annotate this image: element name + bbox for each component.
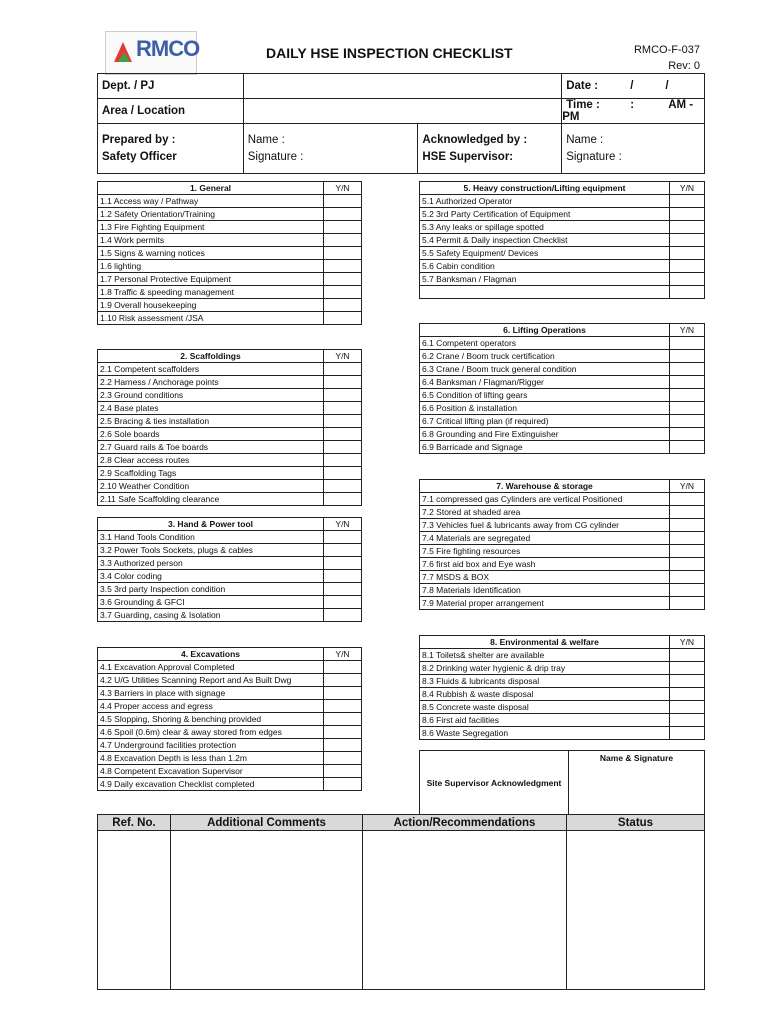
checklist-item [420,286,670,299]
checklist-row [98,428,362,441]
preparer-name-signature[interactable] [243,124,418,174]
checklist-row [420,584,705,597]
yn-header: Y/N [670,324,705,337]
yn-field[interactable] [324,570,362,583]
yn-field[interactable] [324,700,362,713]
checklist-row [420,247,705,260]
section-title: 6. Lifting Operations [420,324,670,337]
checklist-item: 6.8 Grounding and Fire Extinguisher [420,428,670,441]
checklist-section-7 [419,479,705,610]
checklist-item: 4.5 Slopping, Shoring & benching provided [98,713,324,726]
checklist-row [98,195,362,208]
company-logo [105,31,200,75]
checklist-row [420,221,705,234]
comments-table [97,814,705,990]
yn-field[interactable] [670,389,705,402]
yn-field[interactable] [670,363,705,376]
checklist-row [420,493,705,506]
area-label: Area / Location [98,99,244,124]
checklist-item: 3.1 Hand Tools Condition [98,531,324,544]
status-field[interactable] [567,831,705,990]
yn-field[interactable] [670,649,705,662]
col-status: Status [567,815,705,831]
checklist-row [98,363,362,376]
checklist-row [98,286,362,299]
yn-field[interactable] [324,609,362,622]
section-title: 5. Heavy construction/Lifting equipment [420,182,670,195]
checklist-row [420,260,705,273]
checklist-item: 2.4 Base plates [98,402,324,415]
checklist-item: 1.3 Fire Fighting Equipment [98,221,324,234]
signature-label: Signature : [247,150,304,163]
yn-field[interactable] [670,519,705,532]
checklist-row [420,597,705,610]
yn-field[interactable] [670,402,705,415]
yn-field[interactable] [324,583,362,596]
yn-field[interactable] [324,480,362,493]
date-label: Date : [566,80,599,92]
yn-field[interactable] [324,739,362,752]
checklist-row [420,662,705,675]
checklist-item: 5.3 Any leaks or spillage spotted [420,221,670,234]
yn-field[interactable] [324,765,362,778]
checklist-item: 8.4 Rubbish & waste disposal [420,688,670,701]
yn-field[interactable] [670,286,705,299]
checklist-row [420,389,705,402]
yn-field[interactable] [670,662,705,675]
checklist-row [420,234,705,247]
checklist-row [420,208,705,221]
yn-field[interactable] [324,428,362,441]
yn-field[interactable] [670,350,705,363]
comments-field[interactable] [171,831,363,990]
yn-field[interactable] [670,247,705,260]
yn-field[interactable] [670,675,705,688]
checklist-row [98,687,362,700]
yn-field[interactable] [324,208,362,221]
checklist-row [420,675,705,688]
yn-field[interactable] [670,701,705,714]
checklist-item: 4.7 Underground facilities protection [98,739,324,752]
yn-field[interactable] [324,713,362,726]
checklist-row [98,726,362,739]
checklist-row [98,752,362,765]
yn-field[interactable] [324,531,362,544]
site-supervisor-acknowledgment [419,750,705,815]
checklist-row [98,493,362,506]
checklist-row [98,674,362,687]
header-info-table [97,73,705,174]
col-additional-comments: Additional Comments [171,815,363,831]
checklist-item: 7.8 Materials Identification [420,584,670,597]
page-title: DAILY HSE INSPECTION CHECKLIST [266,45,513,61]
checklist-item: 6.4 Banksman / Flagman/Rigger [420,376,670,389]
checklist-row [420,701,705,714]
site-supervisor-signature-field[interactable]: Name & Signature [569,751,705,815]
checklist-item: 6.9 Barricade and Signage [420,441,670,454]
yn-field[interactable] [324,661,362,674]
yn-field[interactable] [324,454,362,467]
checklist-row [98,480,362,493]
checklist-section-6 [419,323,705,454]
yn-field[interactable] [670,714,705,727]
dept-field[interactable] [243,74,561,99]
checklist-row [98,312,362,325]
acknowledger-name-signature[interactable] [562,124,705,174]
checklist-row [420,519,705,532]
checklist-row [420,727,705,740]
yn-field[interactable] [670,688,705,701]
name-label: Name : [566,133,604,146]
yn-field[interactable] [670,428,705,441]
yn-field[interactable] [670,208,705,221]
yn-field[interactable] [324,286,362,299]
yn-field[interactable] [324,260,362,273]
checklist-item: 4.9 Daily excavation Checklist completed [98,778,324,791]
signature-label: Signature : [566,150,622,163]
checklist-item: 2.6 Sole boards [98,428,324,441]
checklist-row [420,571,705,584]
yn-field[interactable] [324,687,362,700]
checklist-item: 2.5 Bracing & ties installation [98,415,324,428]
checklist-section-2 [97,349,362,506]
yn-field[interactable] [324,415,362,428]
checklist-item: 8.5 Concrete waste disposal [420,701,670,714]
checklist-row [98,713,362,726]
yn-field[interactable] [324,195,362,208]
checklist-row [98,402,362,415]
checklist-row [98,739,362,752]
checklist-item: 1.7 Personal Protective Equipment [98,273,324,286]
checklist-item: 1.6 lighting [98,260,324,273]
yn-field[interactable] [324,778,362,791]
checklist-item: 6.3 Crane / Boom truck general condition [420,363,670,376]
checklist-item: 3.6 Grounding & GFCI [98,596,324,609]
checklist-row [420,376,705,389]
yn-field[interactable] [670,545,705,558]
date-field[interactable] [562,74,705,99]
checklist-section-3 [97,517,362,622]
checklist-row [420,649,705,662]
checklist-item: 8.2 Drinking water hygienic & drip tray [420,662,670,675]
checklist-section-4 [97,647,362,791]
section-title: 7. Warehouse & storage [420,480,670,493]
checklist-row [420,558,705,571]
yn-field[interactable] [670,234,705,247]
checklist-item: 4.1 Excavation Approval Completed [98,661,324,674]
checklist-item: 1.8 Traffic & speeding management [98,286,324,299]
yn-header: Y/N [670,480,705,493]
yn-field[interactable] [324,467,362,480]
yn-field[interactable] [670,532,705,545]
checklist-item: 4.8 Excavation Depth is less than 1.2m [98,752,324,765]
yn-header: Y/N [324,518,362,531]
checklist-item: 2.11 Safe Scaffolding clearance [98,493,324,506]
checklist-row [98,700,362,713]
checklist-row [98,273,362,286]
prepared-by-cell [98,124,244,174]
checklist-row [98,544,362,557]
checklist-row [420,545,705,558]
yn-field[interactable] [324,221,362,234]
yn-field[interactable] [324,544,362,557]
yn-field[interactable] [670,337,705,350]
yn-field[interactable] [670,376,705,389]
checklist-item: 5.2 3rd Party Certification of Equipment [420,208,670,221]
checklist-item: 3.5 3rd party Inspection condition [98,583,324,596]
checklist-section-8 [419,635,705,740]
yn-field[interactable] [670,221,705,234]
checklist-row [420,286,705,299]
checklist-row [98,454,362,467]
yn-field[interactable] [324,376,362,389]
checklist-item: 7.4 Materials are segregated [420,532,670,545]
action-field[interactable] [363,831,567,990]
site-supervisor-label: Site Supervisor Acknowledgment [420,751,569,815]
checklist-item: 7.6 first aid box and Eye wash [420,558,670,571]
col-ref-no: Ref. No. [98,815,171,831]
checklist-item: 6.1 Competent operators [420,337,670,350]
checklist-row [98,583,362,596]
yn-field[interactable] [324,441,362,454]
yn-header: Y/N [670,182,705,195]
checklist-item: 2.2 Harness / Anchorage points [98,376,324,389]
yn-header: Y/N [324,648,362,661]
yn-field[interactable] [670,441,705,454]
checklist-item: 2.3 Ground conditions [98,389,324,402]
checklist-item: 2.10 Weather Condition [98,480,324,493]
checklist-row [98,234,362,247]
checklist-row [98,557,362,570]
section-title: 2. Scaffoldings [98,350,324,363]
checklist-row [420,441,705,454]
prepared-by-label: Prepared by : [102,133,176,146]
yn-field[interactable] [324,674,362,687]
checklist-item: 5.4 Permit & Daily inspection Checklist [420,234,670,247]
section-title: 1. General [98,182,324,195]
dept-label: Dept. / PJ [98,74,244,99]
checklist-item: 8.6 Waste Segregation [420,727,670,740]
checklist-row [420,532,705,545]
checklist-item: 1.9 Overall housekeeping [98,299,324,312]
checklist-row [98,467,362,480]
checklist-row [98,570,362,583]
checklist-item: 2.7 Guard rails & Toe boards [98,441,324,454]
checklist-row [420,415,705,428]
ampm: AM - PM [562,99,694,123]
checklist-item: 7.5 Fire fighting resources [420,545,670,558]
logo-text: RMCO [136,36,200,61]
yn-field[interactable] [670,597,705,610]
checklist-item: 1.2 Safety Orientation/Training [98,208,324,221]
yn-field[interactable] [324,312,362,325]
checklist-row [98,389,362,402]
checklist-item: 3.4 Color coding [98,570,324,583]
yn-field[interactable] [324,299,362,312]
checklist-row [98,376,362,389]
section-title: 4. Excavations [98,648,324,661]
checklist-row [420,714,705,727]
yn-field[interactable] [324,596,362,609]
checklist-row [420,506,705,519]
checklist-item: 8.3 Fluids & lubricants disposal [420,675,670,688]
yn-field[interactable] [670,195,705,208]
time-colon: : [630,99,635,111]
yn-field[interactable] [324,493,362,506]
checklist-row [420,402,705,415]
yn-header: Y/N [324,182,362,195]
checklist-item: 8.6 First aid facilities [420,714,670,727]
checklist-item: 5.1 Authorized Operator [420,195,670,208]
logo-triangle-icon [118,52,130,62]
name-label: Name : [247,133,285,146]
yn-field[interactable] [324,752,362,765]
checklist-row [420,337,705,350]
checklist-item: 2.1 Competent scaffolders [98,363,324,376]
ref-no-field[interactable] [98,831,171,990]
checklist-item: 1.10 Risk assessment /JSA [98,312,324,325]
checklist-row [98,221,362,234]
checklist-item: 6.6 Position & installation [420,402,670,415]
yn-field[interactable] [324,557,362,570]
yn-field[interactable] [670,571,705,584]
checklist-item: 5.5 Safety Equipment/ Devices [420,247,670,260]
checklist-section-1 [97,181,362,325]
checklist-item: 6.5 Condition of lifting gears [420,389,670,402]
checklist-row [98,299,362,312]
safety-officer-label: Safety Officer [102,150,177,163]
yn-field[interactable] [324,234,362,247]
time-field[interactable] [562,99,705,124]
checklist-item: 3.3 Authorized person [98,557,324,570]
checklist-item: 7.7 MSDS & BOX [420,571,670,584]
checklist-item: 7.2 Stored at shaded area [420,506,670,519]
yn-field[interactable] [324,273,362,286]
yn-field[interactable] [324,389,362,402]
checklist-item: 2.8 Clear access routes [98,454,324,467]
checklist-item: 4.8 Competent Excavation Supervisor [98,765,324,778]
checklist-item: 5.7 Banksman / Flagman [420,273,670,286]
yn-field[interactable] [670,584,705,597]
date-separators: / / [630,80,669,92]
time-label: Time : [566,99,600,111]
checklist-item: 7.3 Vehicles fuel & lubricants away from CG cylinder [420,519,670,532]
checklist-row [420,195,705,208]
hse-supervisor-label: HSE Supervisor: [422,150,514,163]
checklist-row [420,428,705,441]
checklist-item: 1.5 Signs & warning notices [98,247,324,260]
checklist-item: 5.6 Cabin condition [420,260,670,273]
checklist-row [420,350,705,363]
yn-header: Y/N [670,636,705,649]
checklist-item: 6.2 Crane / Boom truck certification [420,350,670,363]
checklist-row [98,531,362,544]
checklist-item: 1.1 Access way / Pathway [98,195,324,208]
checklist-row [98,765,362,778]
acknowledged-by-cell [418,124,562,174]
checklist-item: 7.1 compressed gas Cylinders are vertical Positioned [420,493,670,506]
section-title: 8. Environmental & welfare [420,636,670,649]
checklist-row [98,609,362,622]
checklist-item: 4.2 U/G Utilities Scanning Report and As Built Dwg [98,674,324,687]
checklist-item: 2.9 Scaffolding Tags [98,467,324,480]
checklist-item: 4.4 Proper access and egress [98,700,324,713]
form-code: RMCO-F-037 [633,44,700,56]
checklist-row [420,273,705,286]
checklist-row [420,688,705,701]
checklist-row [98,247,362,260]
area-field[interactable] [243,99,561,124]
acknowledged-by-label: Acknowledged by : [422,133,528,146]
yn-header: Y/N [324,350,362,363]
yn-field[interactable] [324,247,362,260]
checklist-item: 4.6 Spoil (0.6m) clear & away stored from edges [98,726,324,739]
form-code-block [600,42,700,74]
yn-field[interactable] [324,726,362,739]
checklist-row [98,441,362,454]
col-action-recommendations: Action/Recommendations [363,815,567,831]
yn-field[interactable] [670,415,705,428]
yn-field[interactable] [670,506,705,519]
yn-field[interactable] [324,363,362,376]
yn-field[interactable] [670,493,705,506]
revision: Rev: 0 [668,60,700,72]
checklist-item: 6.7 Critical lifting plan (if required) [420,415,670,428]
checklist-row [98,208,362,221]
yn-field[interactable] [670,727,705,740]
checklist-item: 4.3 Barriers in place with signage [98,687,324,700]
checklist-item: 3.7 Guarding, casing & Isolation [98,609,324,622]
yn-field[interactable] [670,260,705,273]
yn-field[interactable] [324,402,362,415]
checklist-item: 7.9 Material proper arrangement [420,597,670,610]
checklist-row [98,596,362,609]
checklist-item: 3.2 Power Tools Sockets, plugs & cables [98,544,324,557]
checklist-item: 8.1 Toilets& shelter are available [420,649,670,662]
checklist-section-5 [419,181,705,299]
yn-field[interactable] [670,558,705,571]
checklist-row [98,778,362,791]
checklist-row [98,260,362,273]
checklist-item: 1.4 Work permits [98,234,324,247]
section-title: 3. Hand & Power tool [98,518,324,531]
checklist-row [98,415,362,428]
checklist-row [98,661,362,674]
checklist-row [420,363,705,376]
yn-field[interactable] [670,273,705,286]
